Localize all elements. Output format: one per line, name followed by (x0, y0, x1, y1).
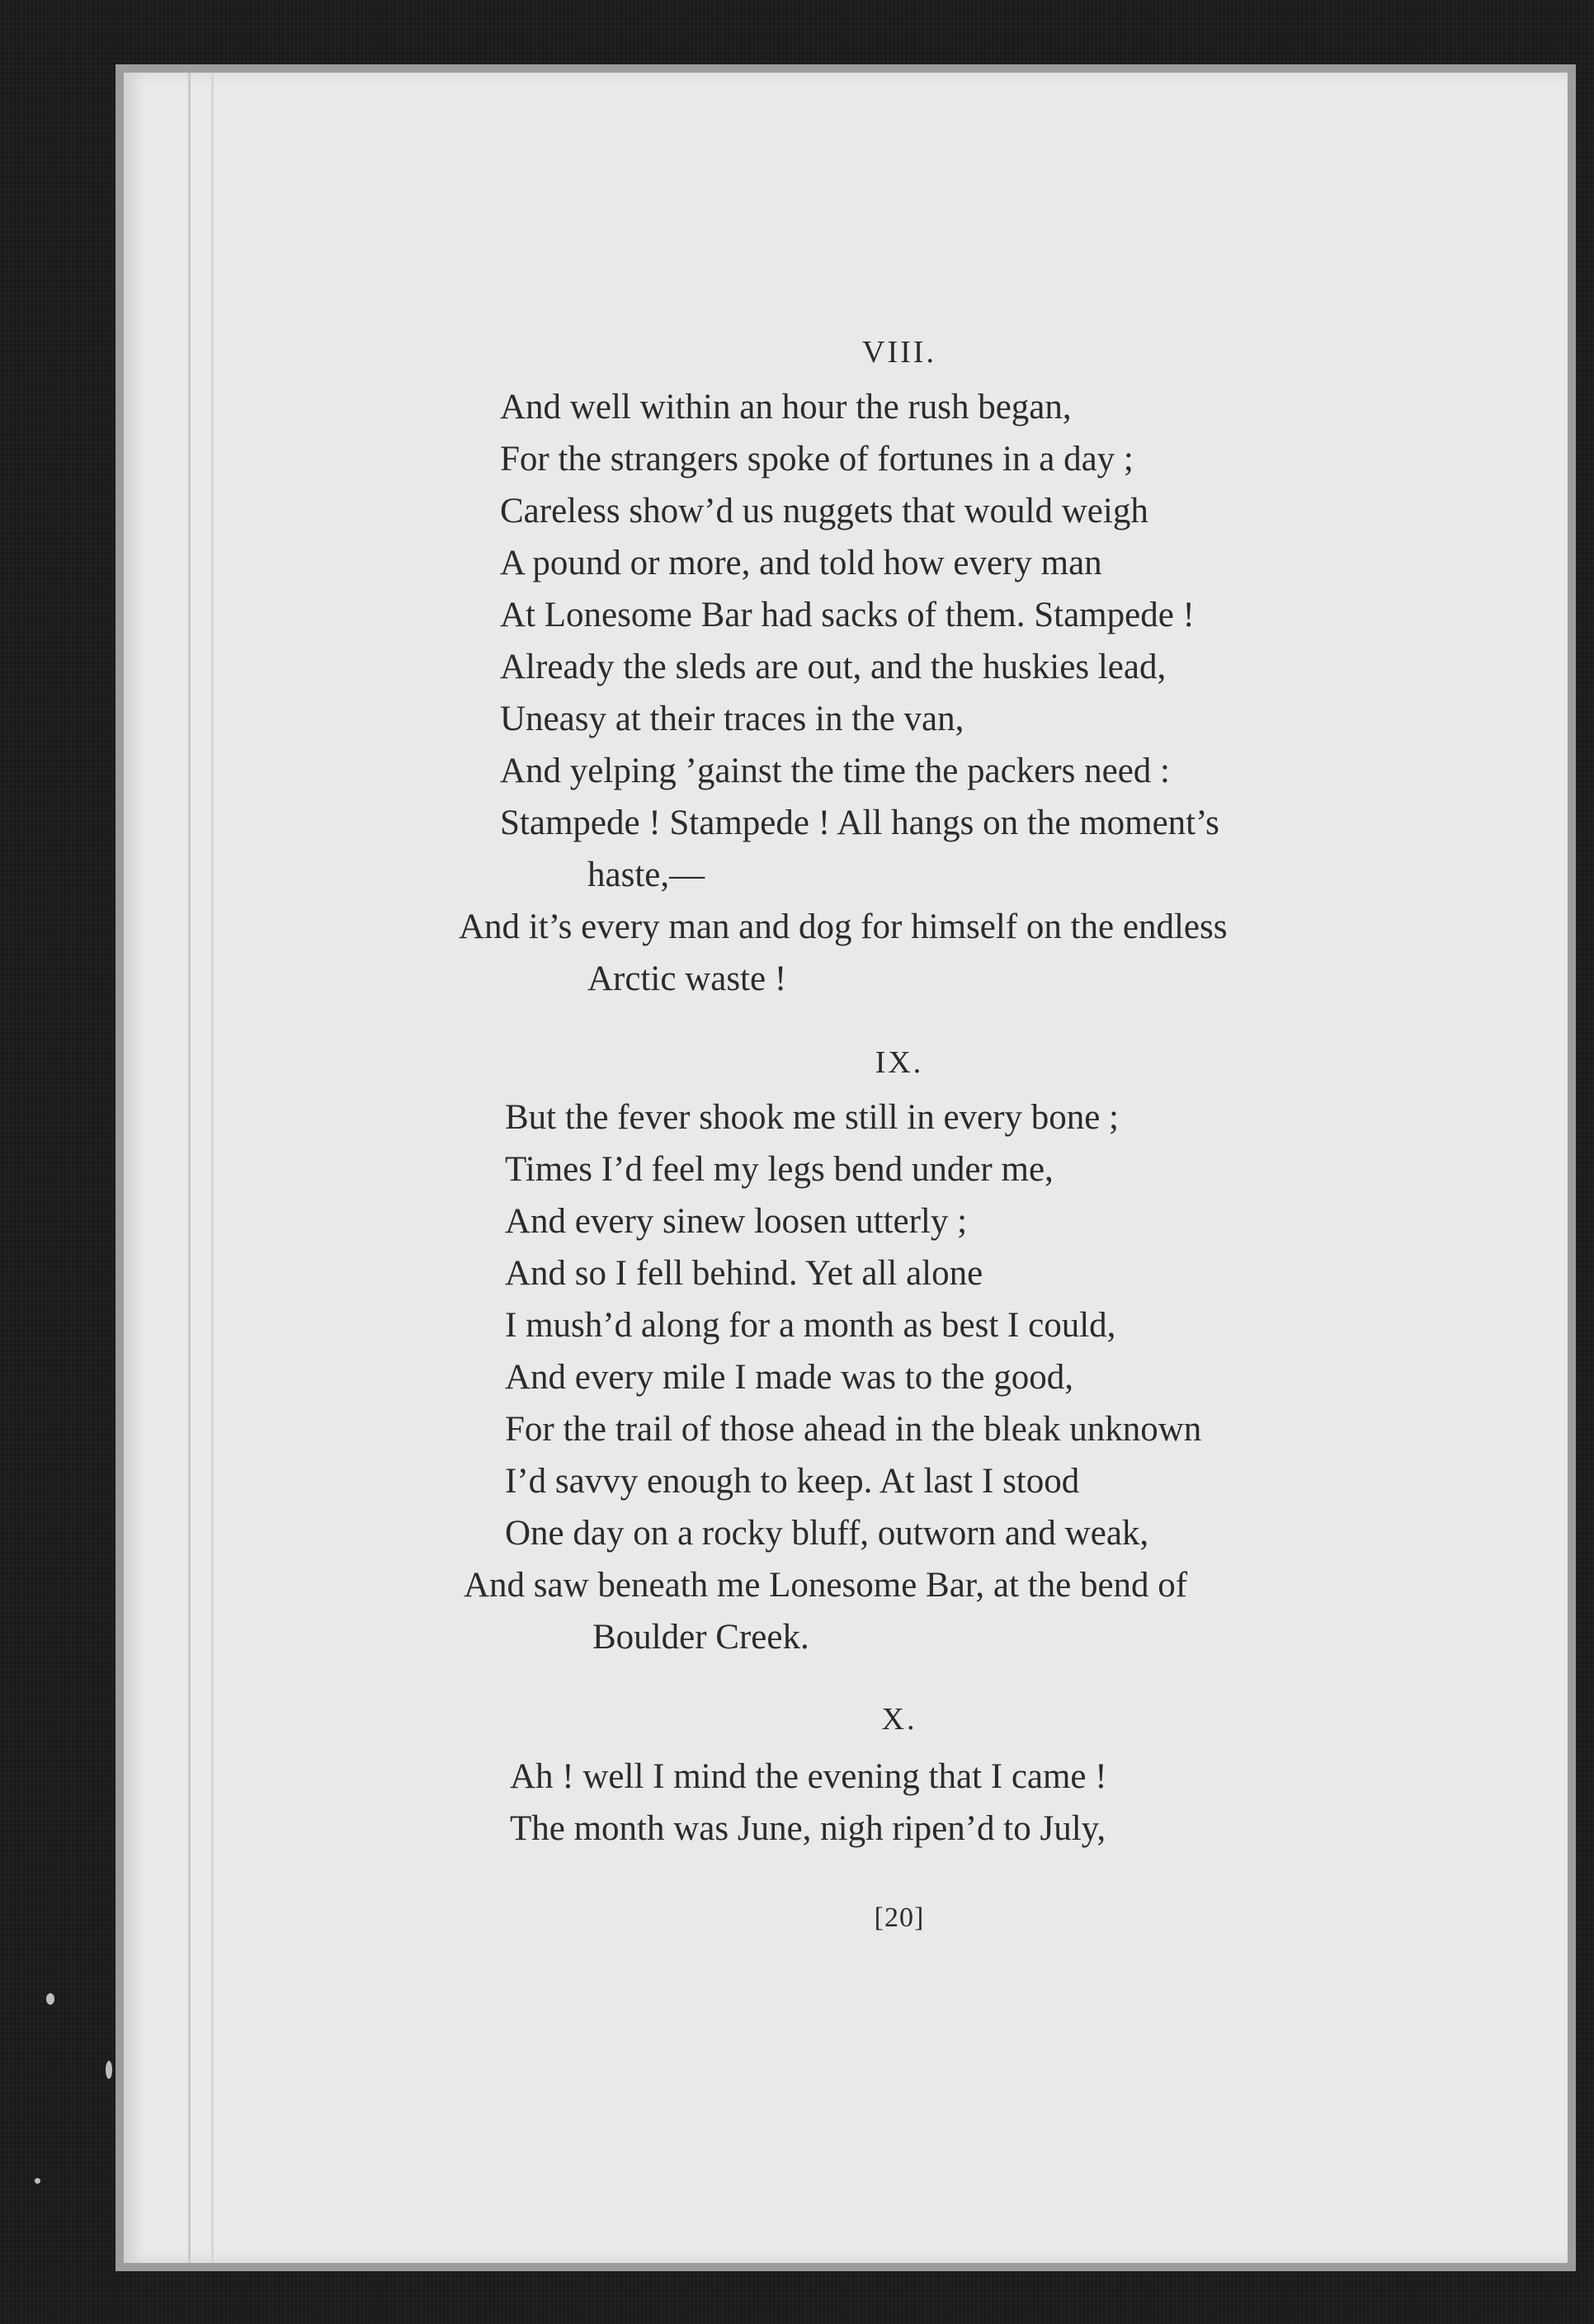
poem-line: Careless show’d us nuggets that would weigh (500, 492, 1148, 530)
poem-line: And it’s every man and dog for himself on the endless (459, 907, 1228, 946)
poem-line: Stampede ! Stampede ! All hangs on the moment’s (500, 804, 1219, 842)
poem-line: Times I’d feel my legs bend under me, (505, 1150, 1054, 1189)
scan-speck (35, 2178, 40, 2184)
scan-speck (46, 1993, 54, 2005)
poem-line: And yelping ’gainst the time the packers need : (500, 752, 1170, 790)
stanza-numeral: IX. (875, 1045, 924, 1080)
stanza-numeral: VIII. (862, 335, 936, 370)
poem-line: Ah ! well I mind the evening that I came ! (510, 1757, 1107, 1796)
poem-line: And every mile I made was to the good, (505, 1358, 1074, 1397)
poem-line: And every sinew loosen utterly ; (505, 1202, 968, 1241)
gutter-line (188, 73, 191, 2263)
scan-speck (106, 2061, 112, 2079)
poem-line: Uneasy at their traces in the van, (500, 700, 964, 738)
stanza-numeral: X. (881, 1702, 917, 1737)
poem-line: I mush’d along for a month as best I could, (505, 1306, 1116, 1345)
poem-line: I’d savvy enough to keep. At last I stood (505, 1462, 1080, 1501)
gutter-line (211, 73, 214, 2263)
poem-line: One day on a rocky bluff, outworn and weak, (505, 1514, 1149, 1553)
poem-line-continuation: haste,— (587, 856, 705, 894)
poem-line: A pound or more, and told how every man (500, 544, 1102, 582)
poem-line-continuation: Arctic waste ! (587, 959, 787, 998)
poem-line: And saw beneath me Lonesome Bar, at the bend of (464, 1566, 1188, 1605)
poem-line: But the fever shook me still in every bone ; (505, 1098, 1119, 1137)
poem-line: And so I fell behind. Yet all alone (505, 1254, 983, 1293)
poem-line: The month was June, nigh ripen’d to July, (510, 1809, 1106, 1848)
poem-line: For the strangers spoke of fortunes in a day ; (500, 440, 1134, 478)
poem-line: Already the sleds are out, and the huskies lead, (500, 648, 1167, 686)
poem-line: At Lonesome Bar had sacks of them. Stampede ! (500, 596, 1195, 634)
poem-line: For the trail of those ahead in the bleak unknown (505, 1410, 1202, 1449)
poem-line-continuation: Boulder Creek. (592, 1618, 809, 1657)
page-number: [20] (874, 1902, 925, 1933)
poem-line: And well within an hour the rush began, (500, 388, 1072, 427)
